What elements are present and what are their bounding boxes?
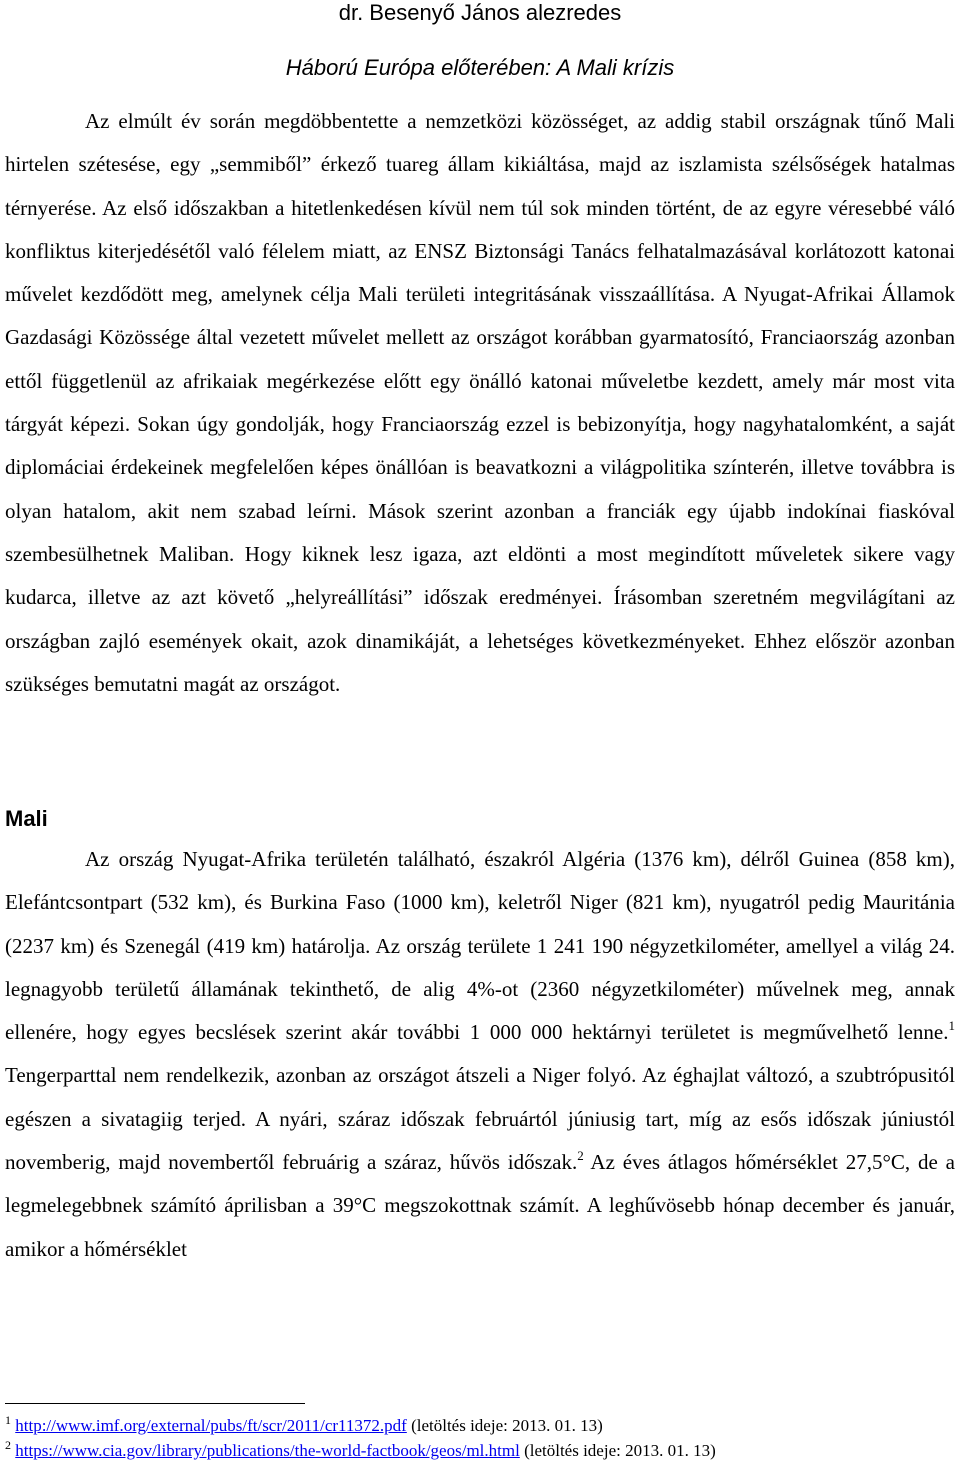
intro-paragraph: Az elmúlt év során megdöbbentette a nemzetközi közösséget, az addig stabil országnak tűnő Mali hirtelen szétesése, egy „semmiből” érkező tuareg állam kikiáltása, majd az iszlamista szélsőségek hatalmas térnyerése. Az első időszakban a hitetlenkedésen kívül nem túl sok minden történt, de az egyre véresebbé váló konfliktus kiterjedésétől való félelem miatt, az ENSZ Biztonsági Tanács felhatalmazásával korlátozott katonai művelet kezdődött meg, amelynek célja Mali területi integritásának visszaállítása. A Nyugat-Afrikai Államok Gazdasági Közössége által vezetett művelet mellett az országot korábban gyarmatosító, Franciaország azonban ettől függetlenül az afrikaiak megérkezése előtt egy önálló katonai műveletbe kezdett, amely már most vita tárgyát képezi. Sokan úgy gondolják, hogy Franciaország ezzel is bebizonyítja, hogy nagyhatalomként, a saját diplomáciai érdekeinek megfelelően képes önállóan is beavatkozni a világpolitika színterén, illetve továbbra is olyan hatalom, akit nem szabad leírni. Mások szerint azonban a franciák egy újabb indokínai fiaskóval szembesülhetnek Maliban. Hogy kiknek lesz igaza, azt eldönti a most megindított műveletek sikere vagy kudarca, illetve az azt követő „helyreállítási” időszak eredményei. Írásomban szeretném megvilágítani az országban zajló események okait, azok dinamikáját, a lehetséges következményeket. Ehhez először azonban szükséges bemutatni magát az országot. bbox=[5, 109, 955, 696]
footnote-divider bbox=[5, 1403, 305, 1404]
footnote-ref-1[interactable]: 1 bbox=[948, 1018, 955, 1034]
mali-paragraph-part1: Az ország Nyugat-Afrika területén található, északról Algéria (1376 km), délről Guinea (858 km), Elefántcsontpart (532 km), és Burkina Faso (1000 km), keletről Niger (821 km), nyugatról pedig Mauritánia (2237 km) és Szenegál (419 km) határolja. Az ország területe 1 241 190 négyzetkilométer, amellyel a világ 24. legnagyobb területű államának tekinthető, de alig 4%-ot (2360 négyzetkilométer) művelnek meg, annak ellenére, hogy egyes becslések szerint akár további 1 000 000 hektárnyi területet is megművelhető lenne. bbox=[5, 847, 955, 1045]
footnote-note-1: (letöltés ideje: 2013. 01. 13) bbox=[406, 1416, 603, 1435]
author-line: dr. Besenyő János alezredes bbox=[338, 0, 622, 25]
mali-paragraph bbox=[5, 838, 955, 1271]
footnote-link-1[interactable]: http://www.imf.org/external/pubs/ft/scr/2011/cr11372.pdf bbox=[15, 1416, 407, 1435]
footnote-1 bbox=[5, 1413, 955, 1436]
footnote-note-2: (letöltés ideje: 2013. 01. 13) bbox=[519, 1441, 716, 1460]
footnote-number-2: 2 bbox=[5, 1438, 11, 1452]
footnote-ref-2[interactable]: 2 bbox=[577, 1148, 584, 1164]
section-heading-mali: Mali bbox=[5, 806, 48, 831]
footnote-number-1: 1 bbox=[5, 1413, 11, 1427]
footnote-link-2[interactable]: https://www.cia.gov/library/publications/the-world-factbook/geos/ml.html bbox=[15, 1441, 520, 1460]
footnote-2 bbox=[5, 1438, 955, 1461]
document-title: Háború Európa előterében: A Mali krízis bbox=[285, 55, 675, 80]
mali-paragraph-part2: Tengerparttal nem rendelkezik, azonban az országot átszeli a Niger folyó. Az éghajlat változó, a szubtrópusitól egészen a sivatagiig terjed. A nyári, száraz időszak februártól júniusig tart, míg az esős időszak júniustól novemberig, majd novembertől februárig a száraz, hűvös időszak. bbox=[5, 1063, 955, 1175]
mali-paragraph-part3: Az éves átlagos hőmérséklet 27,5°C, de a legmelegebbnek számító áprilisban a 39°C megszokottnak számít. A leghűvösebb hónap december és január, amikor a hőmérséklet bbox=[5, 1150, 955, 1261]
